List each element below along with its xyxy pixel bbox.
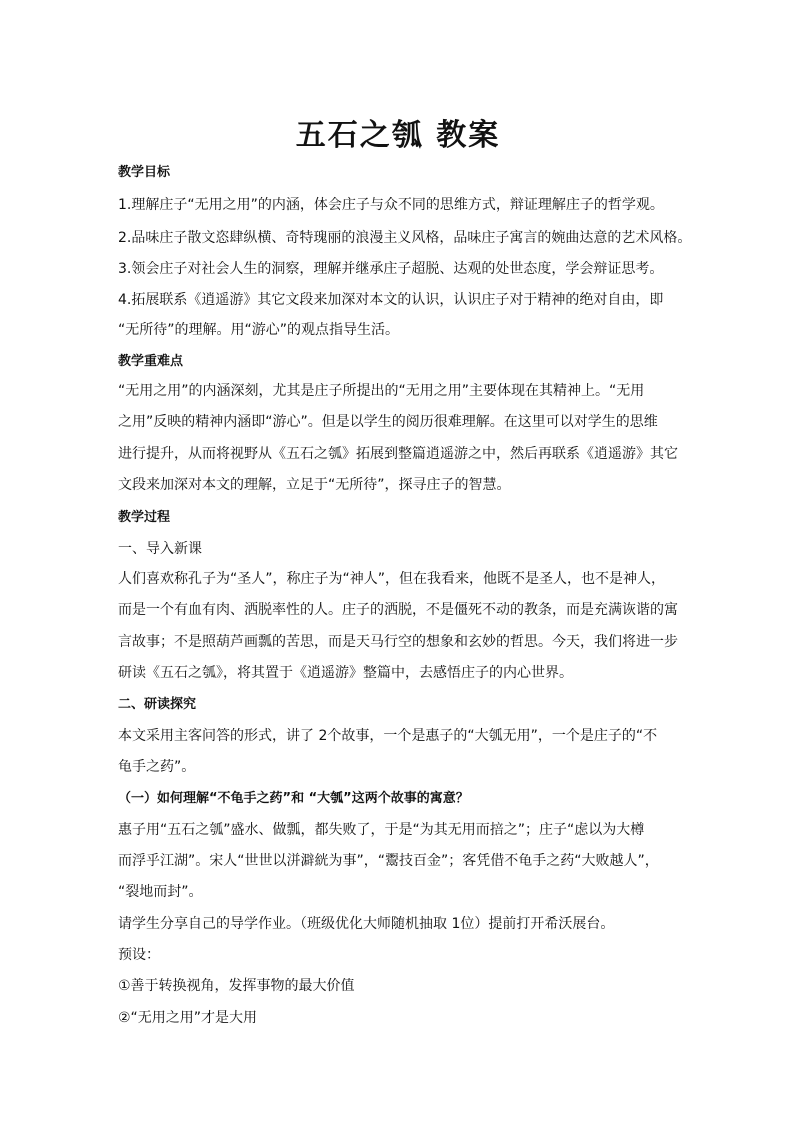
goal-item: 1.理解庄子“无用之用”的内涵，体会庄子与众不同的思维方式，辩证理解庄子的哲学观。 xyxy=(118,197,664,213)
difficulty-heading: 教学重难点 xyxy=(118,354,184,369)
section2-answer: 而浮乎江湖”。宋人“世世以洴澼絖为事”，“鬻技百金”；客凭借不龟手之药“大败越人”， xyxy=(118,853,659,869)
preset-label: 预设： xyxy=(118,947,160,963)
section2-answer: 惠子用“五石之瓠”盛水、做瓢，都失败了，于是“为其无用而掊之”；庄子“虑以为大樽 xyxy=(118,822,645,838)
section1-line: 人们喜欢称孔子为“圣人”，称庄子为“神人”，但在我看来，他既不是圣人，也不是神人， xyxy=(118,571,666,587)
preset-item: ②“无用之用”才是大用 xyxy=(118,1010,258,1026)
goal-item: 2.品味庄子散文恣肆纵横、奇特瑰丽的浪漫主义风格，品味庄子寓言的婉曲达意的艺术风格。 xyxy=(118,230,692,246)
document-title: 五石之瓠 教案 xyxy=(295,118,501,153)
goal-item: 3.领会庄子对社会人生的洞察，理解并继承庄子超脱、达观的处世态度，学会辩证思考。 xyxy=(118,261,664,277)
difficulty-line: 之用”反映的精神内涵即“游心”。但是以学生的阅历很难理解。在这里可以对学生的思维 xyxy=(118,414,658,430)
section1-heading: 一、导入新课 xyxy=(118,541,202,557)
section2-answer: “裂地而封”。 xyxy=(118,884,203,900)
difficulty-line: “无用之用”的内涵深刻，尤其是庄子所提出的“无用之用”主要体现在其精神上。“无用 xyxy=(118,383,645,399)
section1-line: 而是一个有血有肉、洒脱率性的人。庄子的洒脱，不是僵死不动的教条，而是充满诙谐的寓 xyxy=(118,602,678,618)
section1-line: 言故事；不是照葫芦画瓢的苦思，而是天马行空的想象和玄妙的哲思。今天，我们将进一步 xyxy=(118,634,678,650)
section1-line: 研读《五石之瓠》，将其置于《逍遥游》整篇中，去感悟庄子的内心世界。 xyxy=(118,665,573,681)
difficulty-line: 文段来加深对本文的理解，立足于“无所待”，探寻庄子的智慧。 xyxy=(118,477,511,493)
goals-heading: 教学目标 xyxy=(118,165,171,180)
section2-question: （一）如何理解“不龟手之药”和 “大瓠”这两个故事的寓意？ xyxy=(118,791,469,806)
goal-item: “无所待”的理解。用“游心”的观点指导生活。 xyxy=(118,322,400,338)
section2-intro: 本文采用主客问答的形式，讲了 2个故事，一个是惠子的“大瓠无用”，一个是庄子的“不 xyxy=(118,728,658,744)
goal-item: 4.拓展联系《逍遥游》其它文段来加深对本文的认识，认识庄子对于精神的绝对自由，即 xyxy=(118,292,664,308)
difficulty-line: 进行提升，从而将视野从《五石之瓠》拓展到整篇逍遥游之中，然后再联系《逍遥游》其它 xyxy=(118,446,678,462)
section2-heading: 二、研读探究 xyxy=(118,697,197,712)
section2-task: 请学生分享自己的导学作业。（班级优化大师随机抽取 1位）提前打开希沃展台。 xyxy=(118,916,615,932)
section2-intro: 龟手之药”。 xyxy=(118,759,196,775)
process-heading: 教学过程 xyxy=(118,510,171,525)
preset-item: ①善于转换视角，发挥事物的最大价值 xyxy=(118,978,355,994)
